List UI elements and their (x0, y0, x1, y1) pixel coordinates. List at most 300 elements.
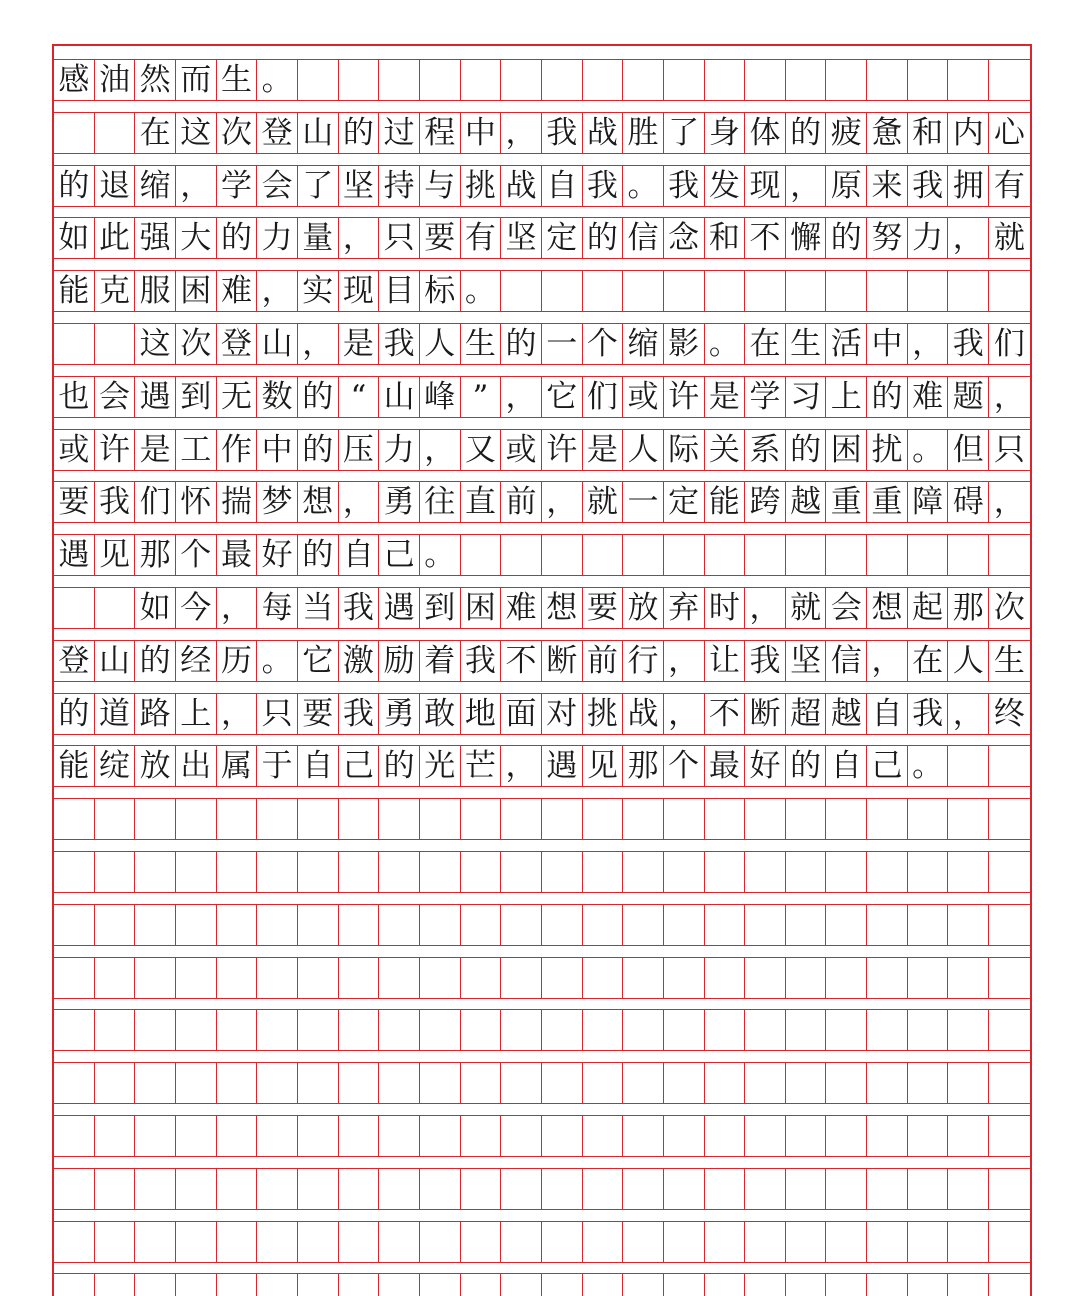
grid-cell: 己 (379, 535, 420, 575)
grid-cell (217, 1274, 258, 1296)
grid-cell (826, 1116, 867, 1156)
grid-cell: 到 (420, 588, 461, 628)
grid-cell (461, 1222, 502, 1262)
grid-cell: ， (867, 641, 908, 681)
grid-cell: 是 (705, 377, 746, 417)
grid-cell (948, 1274, 989, 1296)
grid-cell: 作 (217, 430, 258, 470)
grid-cell: 挑 (461, 166, 502, 206)
grid-cell: 习 (786, 377, 827, 417)
grid-cell: 只 (379, 218, 420, 258)
grid-cell (826, 1010, 867, 1050)
grid-cell (339, 1169, 380, 1209)
grid-cell (501, 799, 542, 839)
grid-cell (54, 1063, 95, 1103)
grid-cell: 的 (379, 746, 420, 786)
grid-cell: 那 (623, 746, 664, 786)
grid-cell (664, 1063, 705, 1103)
grid-cell: 许 (664, 377, 705, 417)
grid-cell (745, 1116, 786, 1156)
grid-cell (217, 1169, 258, 1209)
grid-cell (379, 852, 420, 892)
grid-cell: 遇 (135, 377, 176, 417)
grid-cell (420, 905, 461, 945)
grid-cell (664, 535, 705, 575)
grid-row (54, 1009, 1030, 1051)
grid-cell: 人 (420, 324, 461, 364)
grid-cell (54, 324, 95, 364)
grid-cell (54, 1274, 95, 1296)
grid-cell (989, 1222, 1030, 1262)
grid-row (54, 270, 1030, 312)
grid-cell (867, 60, 908, 100)
grid-row (54, 798, 1030, 840)
grid-cell: 那 (948, 588, 989, 628)
grid-cell (583, 905, 624, 945)
grid-cell: 不 (745, 218, 786, 258)
grid-cell: 揣 (217, 482, 258, 522)
grid-cell: 放 (135, 746, 176, 786)
grid-cell: 次 (176, 324, 217, 364)
grid-cell: 身 (705, 113, 746, 153)
grid-cell (989, 1116, 1030, 1156)
grid-cell: 有 (461, 218, 502, 258)
grid-cell: 己 (339, 746, 380, 786)
grid-cell (623, 958, 664, 998)
grid-cell (583, 535, 624, 575)
grid-cell (908, 852, 949, 892)
grid-cell: 次 (217, 113, 258, 153)
grid-cell: 出 (176, 746, 217, 786)
grid-cell (623, 1274, 664, 1296)
grid-cell: 峰 (420, 377, 461, 417)
grid-cell (948, 271, 989, 311)
grid-cell (623, 60, 664, 100)
grid-cell (664, 1169, 705, 1209)
grid-row (54, 693, 1030, 735)
grid-cell (867, 1063, 908, 1103)
grid-cell: 当 (298, 588, 339, 628)
grid-cell: 生 (993, 642, 1025, 679)
grid-cell (908, 1169, 949, 1209)
grid-cell (339, 1116, 380, 1156)
grid-cell (989, 852, 1030, 892)
grid-cell: 个 (583, 324, 624, 364)
grid-cell: 我 (542, 113, 583, 153)
grid-cell: 退 (95, 166, 136, 206)
grid-cell: 敢 (420, 694, 461, 734)
grid-cell (623, 852, 664, 892)
grid-cell (339, 1222, 380, 1262)
grid-cell (867, 1222, 908, 1262)
grid-cell: 超 (786, 694, 827, 734)
grid-cell (420, 1063, 461, 1103)
grid-cell (542, 852, 583, 892)
grid-row (54, 323, 1030, 365)
grid-cell (826, 905, 867, 945)
grid-cell: 是 (339, 324, 380, 364)
grid-cell: 。 (257, 60, 298, 100)
grid-cell: 。 (705, 324, 746, 364)
grid-cell: ， (501, 377, 542, 417)
grid-cell (54, 588, 95, 628)
grid-cell: 只 (257, 694, 298, 734)
grid-cell: 要 (54, 482, 95, 522)
grid-cell (95, 852, 136, 892)
grid-cell (745, 905, 786, 945)
grid-row (54, 429, 1030, 471)
grid-cell: 登 (217, 324, 258, 364)
grid-cell (786, 1169, 827, 1209)
grid-cell: 起 (908, 588, 949, 628)
grid-cell (989, 535, 1030, 575)
grid-cell (867, 1274, 908, 1296)
grid-cell (826, 1274, 867, 1296)
grid-cell (583, 1222, 624, 1262)
grid-cell (298, 799, 339, 839)
grid-cell (542, 271, 583, 311)
grid-cell (745, 1274, 786, 1296)
grid-cell (339, 852, 380, 892)
grid-cell (623, 1010, 664, 1050)
grid-cell: 信 (623, 218, 664, 258)
grid-cell (298, 905, 339, 945)
grid-cell (298, 1274, 339, 1296)
grid-cell (948, 799, 989, 839)
grid-cell: 的 (54, 694, 95, 734)
grid-cell (217, 958, 258, 998)
grid-row (54, 534, 1030, 576)
grid-cell (339, 905, 380, 945)
grid-cell: 断 (542, 641, 583, 681)
grid-cell: 疲 (826, 113, 867, 153)
grid-cell: 们 (583, 377, 624, 417)
grid-cell (135, 958, 176, 998)
grid-cell (339, 1063, 380, 1103)
grid-cell: 我 (379, 324, 420, 364)
grid-cell (501, 958, 542, 998)
grid-cell: 就 (993, 220, 1025, 257)
grid-cell (176, 958, 217, 998)
grid-cell (135, 1116, 176, 1156)
grid-cell: 无 (217, 377, 258, 417)
grid-cell (54, 113, 95, 153)
grid-cell: 它 (298, 641, 339, 681)
grid-cell: 光 (420, 746, 461, 786)
grid-cell: 重 (826, 482, 867, 522)
grid-cell (908, 1116, 949, 1156)
grid-cell (176, 1169, 217, 1209)
grid-cell: 学 (217, 166, 258, 206)
grid-cell (461, 1063, 502, 1103)
grid-cell (54, 1010, 95, 1050)
grid-row (54, 1168, 1030, 1210)
grid-cell (623, 535, 664, 575)
grid-cell: 中 (867, 324, 908, 364)
grid-cell (501, 1063, 542, 1103)
grid-cell (826, 958, 867, 998)
grid-cell (623, 1169, 664, 1209)
grid-cell: 际 (664, 430, 705, 470)
grid-cell: 扰 (867, 430, 908, 470)
grid-cell (501, 271, 542, 311)
grid-cell: 的 (298, 535, 339, 575)
grid-cell: ， (298, 324, 339, 364)
grid-cell (298, 958, 339, 998)
grid-cell (745, 1222, 786, 1262)
grid-cell (623, 1063, 664, 1103)
grid-cell: ， (176, 166, 217, 206)
grid-cell: 体 (745, 113, 786, 153)
grid-cell (664, 1010, 705, 1050)
grid-cell: 标 (420, 271, 461, 311)
grid-cell (664, 1274, 705, 1296)
grid-cell (420, 1116, 461, 1156)
grid-cell (461, 1274, 502, 1296)
grid-cell (135, 852, 176, 892)
grid-cell: 生 (217, 60, 258, 100)
grid-cell: 困 (826, 430, 867, 470)
grid-cell: 一 (542, 324, 583, 364)
grid-cell (54, 1116, 95, 1156)
grid-cell (501, 535, 542, 575)
grid-cell (257, 1116, 298, 1156)
grid-cell (542, 1222, 583, 1262)
grid-cell: 个 (176, 535, 217, 575)
grid-cell: 又 (461, 430, 502, 470)
grid-cell (176, 1274, 217, 1296)
grid-cell: 定 (542, 218, 583, 258)
grid-cell (217, 1222, 258, 1262)
grid-cell (95, 905, 136, 945)
grid-row (54, 59, 1030, 101)
grid-cell (257, 1010, 298, 1050)
grid-cell: 就 (583, 482, 624, 522)
grid-cell (257, 799, 298, 839)
grid-cell: 我 (745, 641, 786, 681)
grid-cell: 许 (95, 430, 136, 470)
grid-cell: ， (664, 641, 705, 681)
grid-cell (420, 1169, 461, 1209)
grid-cell (298, 1063, 339, 1103)
grid-cell (257, 1274, 298, 1296)
grid-cell (989, 1063, 1030, 1103)
grid-cell: 能 (54, 271, 95, 311)
grid-cell (867, 1116, 908, 1156)
grid-cell: 越 (786, 482, 827, 522)
grid-cell: 梦 (257, 482, 298, 522)
grid-cell: 山 (379, 377, 420, 417)
grid-cell: 中 (257, 430, 298, 470)
grid-cell: 现 (339, 271, 380, 311)
grid-cell: 我 (339, 694, 380, 734)
grid-cell (379, 799, 420, 839)
grid-cell (583, 1274, 624, 1296)
grid-cell (705, 271, 746, 311)
grid-row (54, 376, 1030, 418)
grid-cell (948, 1063, 989, 1103)
grid-cell: 终 (993, 695, 1025, 732)
grid-cell: 的 (298, 377, 339, 417)
grid-cell (176, 1116, 217, 1156)
grid-cell: 属 (217, 746, 258, 786)
grid-cell: 遇 (379, 588, 420, 628)
grid-cell (95, 1169, 136, 1209)
grid-cell (745, 958, 786, 998)
grid-cell (339, 1010, 380, 1050)
grid-row (54, 851, 1030, 893)
grid-cell: 不 (501, 641, 542, 681)
grid-cell: 坚 (501, 218, 542, 258)
grid-cell: 激 (339, 641, 380, 681)
grid-cell: 着 (420, 641, 461, 681)
grid-cell: 这 (176, 113, 217, 153)
grid-cell (867, 799, 908, 839)
grid-cell (379, 1063, 420, 1103)
grid-cell: 战 (623, 694, 664, 734)
grid-cell: 。 (461, 271, 502, 311)
grid-cell (664, 852, 705, 892)
grid-cell (908, 271, 949, 311)
grid-cell (95, 324, 136, 364)
composition-grid-paper (52, 44, 1032, 1296)
grid-cell (420, 958, 461, 998)
grid-cell (461, 958, 502, 998)
grid-cell (989, 746, 1030, 786)
grid-cell: 此 (95, 218, 136, 258)
grid-cell (989, 1010, 1030, 1050)
grid-cell (176, 1222, 217, 1262)
grid-cell (95, 1116, 136, 1156)
grid-cell: 上 (826, 377, 867, 417)
grid-cell: 山 (95, 641, 136, 681)
grid-cell (54, 958, 95, 998)
grid-cell (542, 1116, 583, 1156)
grid-cell: 压 (339, 430, 380, 470)
grid-cell: 拥 (948, 166, 989, 206)
grid-cell (908, 1010, 949, 1050)
grid-cell: 的 (583, 218, 624, 258)
grid-cell (501, 1116, 542, 1156)
grid-cell (54, 1222, 95, 1262)
grid-cell: 道 (95, 694, 136, 734)
grid-cell: 也 (54, 377, 95, 417)
grid-row (54, 165, 1030, 207)
grid-cell (623, 1116, 664, 1156)
grid-cell (339, 1274, 380, 1296)
grid-cell: 芒 (461, 746, 502, 786)
grid-cell (542, 958, 583, 998)
grid-cell (664, 958, 705, 998)
grid-cell: 会 (257, 166, 298, 206)
grid-cell: 自 (298, 746, 339, 786)
grid-cell (420, 1222, 461, 1262)
grid-cell (664, 1116, 705, 1156)
grid-cell (135, 1274, 176, 1296)
grid-row (54, 217, 1030, 259)
grid-cell: 心 (993, 114, 1025, 151)
grid-cell: 遇 (542, 746, 583, 786)
grid-cell: 实 (298, 271, 339, 311)
grid-cell: 好 (745, 746, 786, 786)
grid-cell: ， (993, 484, 1025, 521)
grid-cell: 就 (786, 588, 827, 628)
grid-cell (908, 958, 949, 998)
grid-cell: 登 (257, 113, 298, 153)
grid-cell: 自 (542, 166, 583, 206)
grid-cell: 断 (745, 694, 786, 734)
grid-cell (583, 271, 624, 311)
grid-cell (989, 799, 1030, 839)
grid-cell: 于 (257, 746, 298, 786)
grid-cell: 关 (705, 430, 746, 470)
grid-cell (786, 271, 827, 311)
grid-cell (461, 1169, 502, 1209)
grid-cell: 登 (54, 641, 95, 681)
grid-cell (95, 958, 136, 998)
grid-cell: 了 (298, 166, 339, 206)
grid-cell (745, 1063, 786, 1103)
grid-cell (583, 1063, 624, 1103)
grid-cell: 障 (908, 482, 949, 522)
grid-cell (989, 958, 1030, 998)
grid-cell (705, 1063, 746, 1103)
grid-cell: 己 (867, 746, 908, 786)
grid-cell: 我 (908, 694, 949, 734)
grid-cell: ， (948, 694, 989, 734)
grid-cell: 行 (623, 641, 664, 681)
grid-cell (135, 905, 176, 945)
grid-cell: 我 (461, 641, 502, 681)
grid-cell (705, 1010, 746, 1050)
grid-cell: 最 (217, 535, 258, 575)
grid-cell: 最 (705, 746, 746, 786)
grid-cell (705, 799, 746, 839)
grid-cell: 勇 (379, 482, 420, 522)
grid-cell (867, 1010, 908, 1050)
grid-cell: ” (461, 377, 502, 417)
grid-cell (420, 1010, 461, 1050)
grid-cell: 服 (135, 271, 176, 311)
grid-cell: 它 (542, 377, 583, 417)
grid-cell: 或 (623, 377, 664, 417)
grid-cell: 绽 (95, 746, 136, 786)
grid-cell (298, 1169, 339, 1209)
grid-cell (542, 1063, 583, 1103)
grid-cell (745, 271, 786, 311)
grid-cell: 了 (664, 113, 705, 153)
grid-cell: ， (745, 588, 786, 628)
grid-cell: 来 (867, 166, 908, 206)
grid-cell (339, 60, 380, 100)
grid-cell: 定 (664, 482, 705, 522)
grid-cell (664, 799, 705, 839)
grid-cell: 会 (95, 377, 136, 417)
grid-cell: 战 (583, 113, 624, 153)
grid-cell: ， (501, 113, 542, 153)
grid-cell (948, 852, 989, 892)
grid-cell: 许 (542, 430, 583, 470)
grid-cell: 的 (786, 113, 827, 153)
grid-cell (54, 1169, 95, 1209)
grid-cell: 前 (501, 482, 542, 522)
grid-cell (989, 905, 1030, 945)
grid-cell (786, 535, 827, 575)
grid-cell (664, 905, 705, 945)
grid-cell (501, 1169, 542, 1209)
grid-cell (217, 799, 258, 839)
grid-cell (826, 1222, 867, 1262)
